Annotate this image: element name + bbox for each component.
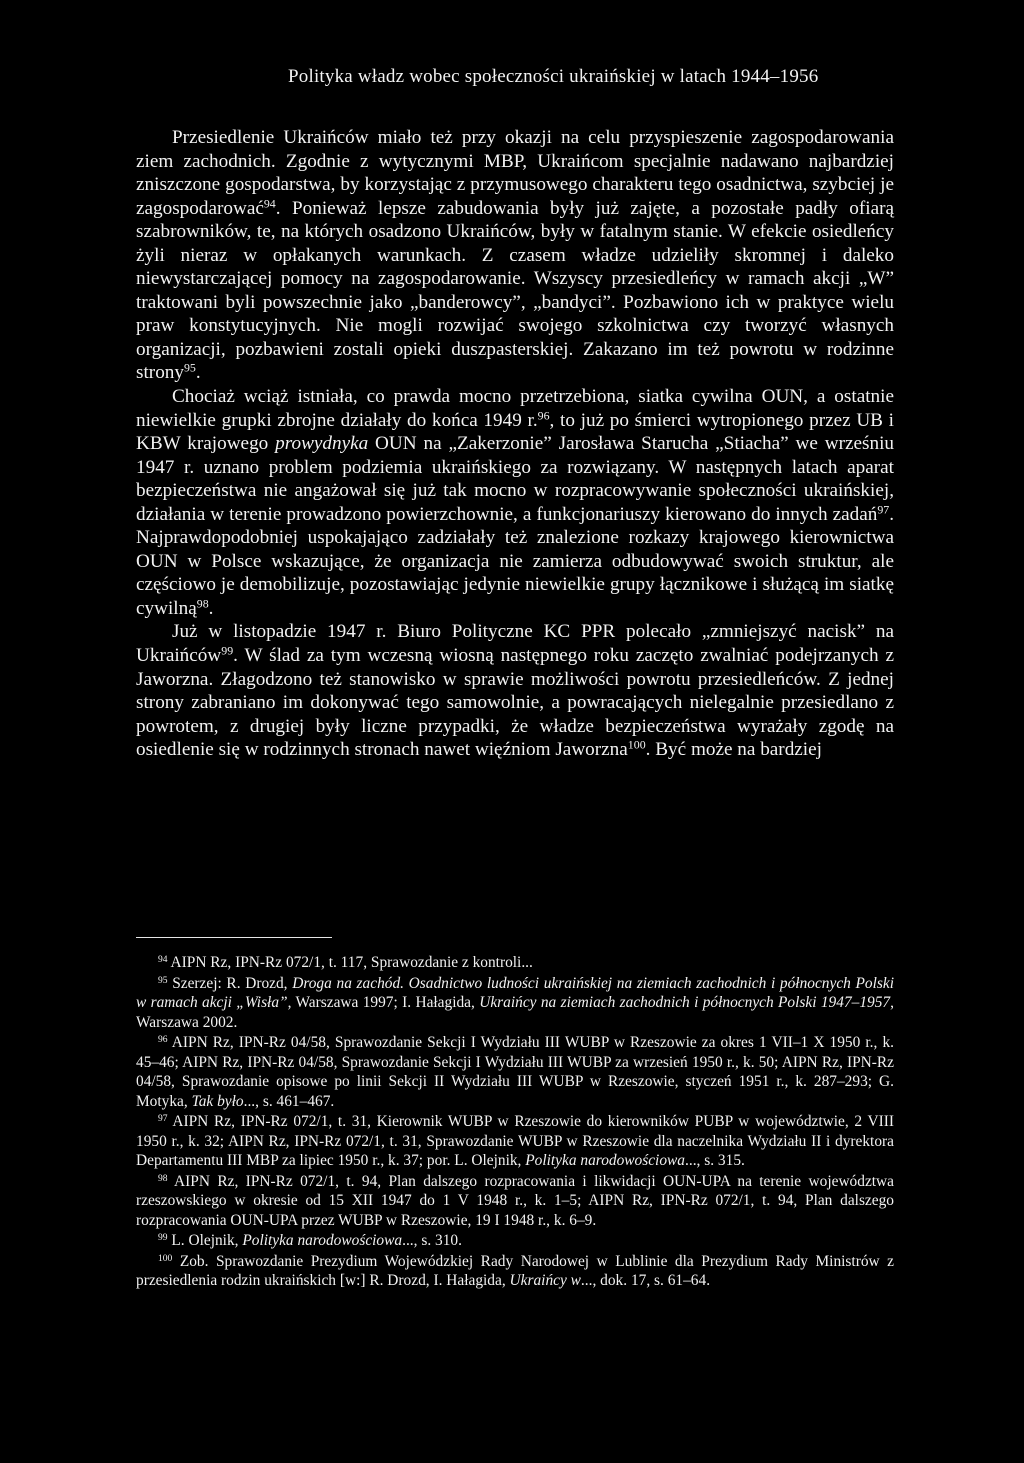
text-span: , to już po śmierci wytropionego przez UB i KBW krajowego bbox=[136, 409, 894, 455]
footnote-text: ..., dok. 17, s. 61–64. bbox=[580, 1272, 711, 1289]
footnote-ref[interactable]: 95 bbox=[183, 360, 196, 375]
text-span: . Ponieważ lepsze zabudowania były już zajęte, a pozostałe padły ofiarą szabrowników, te, na których osadzono Ukraińców, były w fatalnym stanie. W efekcie osiedleńcy żyli nieraz w opłakanych warunkach. Z czasem władze udzieliły skromnej i daleko niewystarczającej pomocy na zagospodarowanie. Wszyscy przesiedleńcy w ramach akcji „W” traktowani byli powszechnie jako „banderowcy”, „bandyci”. Pozbawiono ich w praktyce wielu praw konstytucyjnych. Nie mogli rozwijać swojego szkolnictwa czy tworzyć własnych organizacji, pozbawieni zostali opieki duszpasterskiej. Zakazano im też powrotu w rodzinne strony bbox=[136, 197, 894, 384]
footnote-number: 100 bbox=[158, 1252, 173, 1264]
footnote-separator bbox=[136, 937, 332, 938]
footnote-text: , Warszawa 1997; I. Hałagida, bbox=[287, 994, 480, 1011]
footnote-text: AIPN Rz, IPN-Rz 072/1, t. 31, Kierownik WUBP w Rzeszowie do kierowników PUBP w województwie, 2 VIII 1950 r., k. 32; AIPN Rz, IPN-Rz 072/1, t. 31, Sprawozdanie WUBP w Rzeszowie dla naczelnika Wydziału II i dyrektora Departamentu III MBP za lipiec 1950 r., k. 37; por. L. Olejnik, bbox=[136, 1113, 894, 1169]
footnote-text: ..., s. 461–467. bbox=[243, 1092, 335, 1110]
footnote-italic: Ukraińcy na ziemiach zachodnich i północnych Polski 1947–1957 bbox=[479, 994, 891, 1011]
footnote-ref[interactable]: 96 bbox=[537, 408, 550, 423]
footnote-number: 99 bbox=[158, 1231, 168, 1243]
footnote-94 bbox=[136, 953, 894, 973]
text-span: . Najprawdopodobniej uspokajająco zadziałały też znalezione rozkazy krajowego kierownictwa OUN w Polsce wskazujące, że organizacja nie zamierza odbudowywać swoich struktur, ale częściowo je demobilizuje, pozostawiając jedynie niewielkie grupy łącznikowe i służącą im siatkę cywilną bbox=[136, 503, 894, 619]
footnote-text: L. Olejnik, bbox=[167, 1232, 243, 1249]
footnote-italic: Ukraińcy w bbox=[509, 1272, 581, 1289]
footnote-text: ..., s. 310. bbox=[402, 1232, 462, 1249]
footnote-italic: Polityka narodowościowa bbox=[242, 1232, 403, 1249]
footnote-ref[interactable]: 97 bbox=[877, 502, 890, 517]
text-span: . bbox=[208, 597, 214, 619]
footnote-italic: Tak było bbox=[191, 1092, 244, 1110]
footnote-number: 95 bbox=[158, 974, 168, 986]
footnote-number: 98 bbox=[158, 1172, 168, 1184]
running-head: Polityka władz wobec społeczności ukraińskiej w latach 1944–1956 bbox=[288, 66, 819, 87]
footnotes bbox=[136, 953, 894, 1292]
footnote-number: 97 bbox=[158, 1112, 168, 1124]
footnote-italic: Droga na zachód. Osadnictwo ludności ukraińskiej na ziemiach zachodnich i północnych Polski w ramach akcji „Wisła” bbox=[136, 974, 894, 1011]
footnote-text: Zob. Sprawozdanie Prezydium Wojewódzkiej Rady Narodowej w Lublinie dla Prezydium Rady Ministrów z przesiedlenia rodzin ukraińskich [w:] R. Drozd, I. Hałagida, bbox=[136, 1252, 894, 1289]
paragraph-1 bbox=[136, 126, 894, 385]
footnote-number: 94 bbox=[158, 953, 168, 965]
footnote-text: ..., s. 315. bbox=[685, 1152, 745, 1169]
footnote-ref[interactable]: 98 bbox=[196, 596, 209, 611]
footnote-100 bbox=[136, 1252, 894, 1291]
text-span: . bbox=[195, 362, 201, 384]
footnote-ref[interactable]: 94 bbox=[263, 196, 276, 211]
footnote-text: , Warszawa 2002. bbox=[136, 994, 894, 1031]
text-span: Chociaż wciąż istniała, co prawda mocno przetrzebiona, siatka cywilna OUN, a ostatnie niewielkie grupki zbrojne działały do końca 1949 r. bbox=[136, 386, 894, 431]
italic-term: prowydnyka bbox=[275, 433, 369, 455]
text-span: . Być może na bardziej bbox=[645, 739, 822, 761]
paragraph-3 bbox=[136, 620, 894, 761]
footnote-italic: Polityka narodowościowa bbox=[525, 1152, 685, 1169]
footnote-number: 96 bbox=[158, 1033, 168, 1045]
footnote-text: AIPN Rz, IPN-Rz 072/1, t. 117, Sprawozdanie z kontroli... bbox=[167, 954, 533, 971]
footnote-96 bbox=[136, 1033, 894, 1111]
text-span: . W ślad za tym wczesną wiosną następnego roku zaczęto zwalniać podejrzanych z Jaworzna. Złagodzono też stanowisko w sprawie możliwości powrotu przesiedleńców. Z jednej strony zabraniano im dokonywać tego samowolnie, a powracających nielegalnie przesiedlano z powrotem, z drugiej były liczne przypadki, że władze bezpieczeństwa wyrażały zgodę na osiedlenie się w rodzinnych stronach nawet więźniom Jaworzna bbox=[136, 645, 894, 761]
text-span: Już w listopadzie 1947 r. Biuro Polityczne KC PPR polecało „zmniejszyć nacisk” na Ukraińców bbox=[136, 621, 894, 667]
text-span: Przesiedlenie Ukraińców miało też przy okazji na celu przyspieszenie zagospodarowania ziem zachodnich. Zgodnie z wytycznymi MBP, Ukraińcom specjalnie nadawano najbardziej zniszczone gospodarstwa, by korzystając z przymusowego charakteru tego osadnictwa, szybciej je zagospodarować bbox=[136, 127, 894, 219]
footnote-97 bbox=[136, 1112, 894, 1171]
text-span: OUN na „Zakerzonie” Jarosława Starucha „Stiacha” we wrześniu 1947 r. uznano problem podziemia ukraińskiego za rozwiązany. W następnych latach aparat bezpieczeństwa nie angażował się już tak mocno w rozpracowywanie społeczności ukraińskiej, działania w terenie prowadzono powierzchownie, a funkcjonariuszy kierowano do innych zadań bbox=[136, 433, 894, 525]
main-text bbox=[136, 126, 894, 762]
footnote-text: AIPN Rz, IPN-Rz 072/1, t. 94, Plan dalszego rozpracowania i likwidacji OUN-UPA na terenie województwa rzeszowskiego w okresie od 15 XII 1947 do 1 V 1948 r., k. 1–5; AIPN Rz, IPN-Rz 072/1, t. 94, Plan dalszego rozpracowania OUN-UPA przez WUBP w Rzeszowie, 19 I 1948 r., k. 6–9. bbox=[136, 1172, 894, 1229]
footnote-98 bbox=[136, 1172, 894, 1231]
footnote-text: AIPN Rz, IPN-Rz 04/58, Sprawozdanie Sekcji I Wydziału III WUBP w Rzeszowie za okres 1 VII–1 X 1950 r., k. 45–46; AIPN Rz, IPN-Rz 04/58, Sprawozdanie Sekcji I Wydziału III WUBP za wrzesień 1950 r., k. 50; AIPN Rz, IPN-Rz 04/58, Sprawozdanie opisowe po linii Sekcji II Wydziału III WUBP w Rzeszowie, styczeń 1951 r., k. 287–293; G. Motyka, bbox=[136, 1034, 894, 1110]
footnote-text: Szerzej: R. Drozd, bbox=[167, 974, 293, 992]
footnote-ref[interactable]: 100 bbox=[627, 737, 646, 752]
footnote-99 bbox=[136, 1231, 894, 1251]
footnote-95 bbox=[136, 974, 894, 1033]
footnote-ref[interactable]: 99 bbox=[221, 643, 234, 658]
paragraph-2 bbox=[136, 385, 894, 620]
